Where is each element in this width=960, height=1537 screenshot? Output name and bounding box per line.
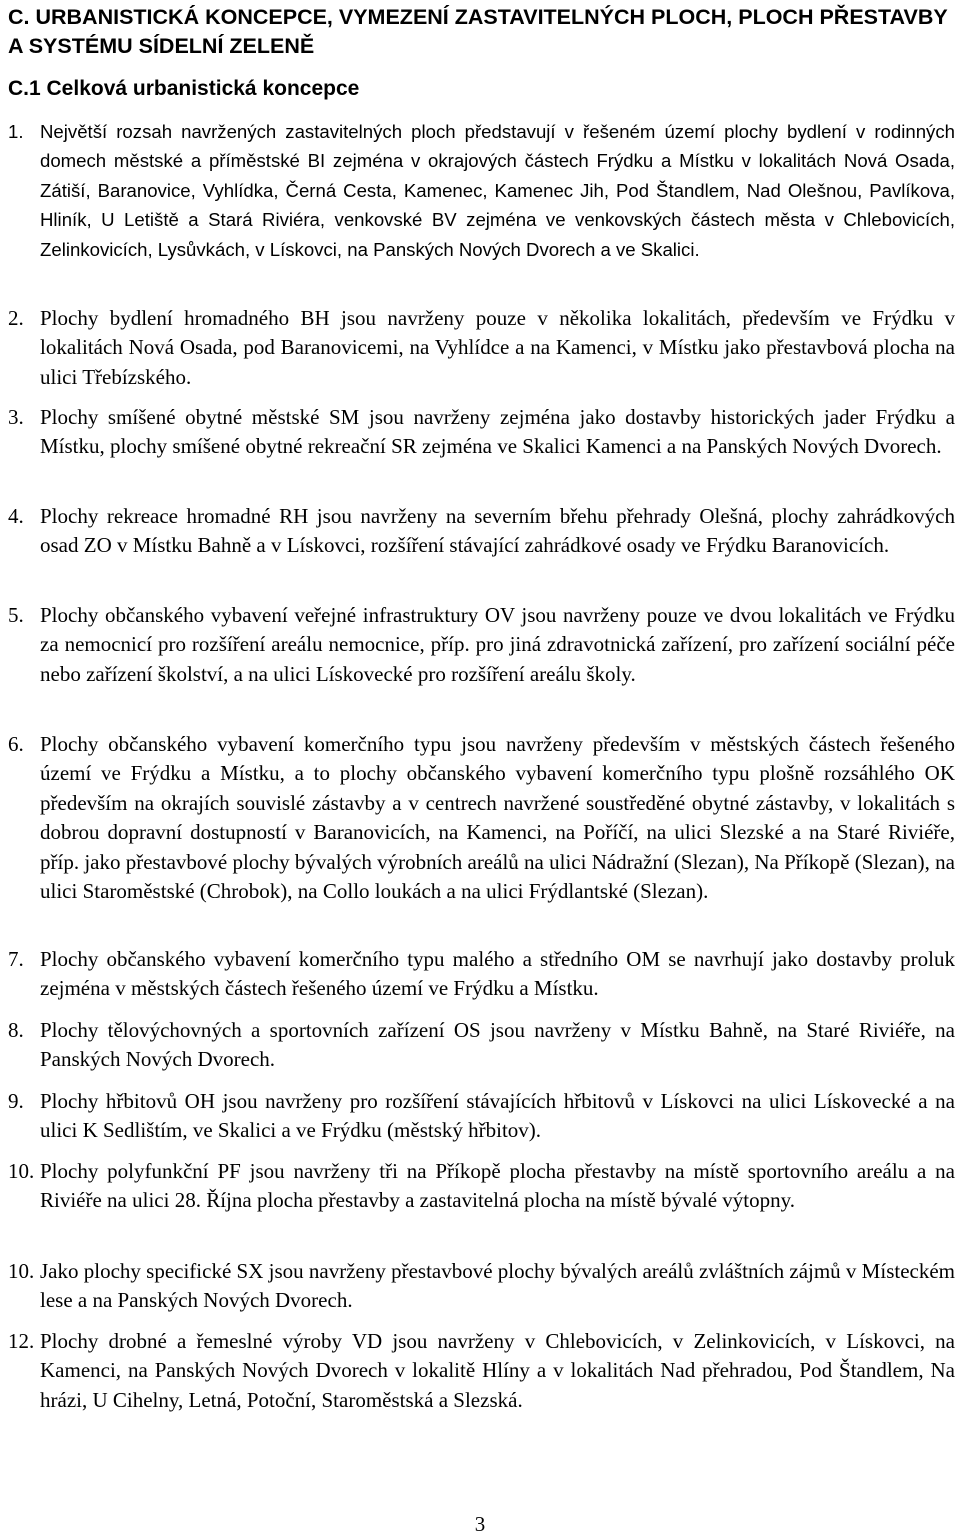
item-text: Plochy občanského vybavení komerčního typu malého a středního OM se navrhují jako dostavby proluk zejména v městských částech řešeného území ve Frýdku a Místku.	[40, 947, 955, 1001]
item-number: 6.	[8, 732, 24, 756]
item-number: 3.	[8, 405, 24, 429]
item-text: Plochy občanského vybavení veřejné infrastruktury OV jsou navrženy pouze ve dvou lokalitách ve Frýdku za nemocnicí pro rozšíření areálu nemocnice, příp. pro jiná zdravotnická zařízení, pro zařízení sociální péče nebo zařízení školství, a na ulici Lískovecké pro rozšíření areálu školy.	[40, 603, 955, 686]
item-text: Plochy občanského vybavení komerčního typu jsou navrženy především v městských částech řešeného území ve Frýdku a Místku, a to plochy občanského vybavení komerčního typu plošně rozsáhlého OK především na okrajích souvislé zástavby a v centrech navržené soustředěné obytné zástavby, v lokalitách s dobrou dopravní dostupností v Baranovicích, na Kamenci, na Poříčí, na ulici Slezské a na Staré Riviéře, příp. jako přestavbové plochy bývalých výrobních areálů na ulici Nádražní (Slezan), Na Příkopě (Slezan), na ulici Staroměstské (Chrobok), na Collo loukách a na ulici Frýdlantské (Slezan).	[40, 732, 955, 904]
item-text: Plochy hřbitovů OH jsou navrženy pro rozšíření stávajících hřbitovů v Lískovci na ulici Lískovecké a na ulici K Sedlištím, ve Skalici a ve Frýdku (městský hřbitov).	[40, 1089, 955, 1143]
list-item	[0, 1327, 960, 1415]
item-text: Plochy drobné a řemeslné výroby VD jsou navrženy v Chlebovicích, v Zelinkovicích, v Lískovci, na Kamenci, na Panských Nových Dvorech v lokalitě Hlíny a v lokalitách Nad přehradou, Pod Štandlem, Na hrázi, U Cihelny, Letná, Potoční, Staroměstská a Slezská.	[40, 1329, 955, 1412]
section-heading: C.1 Celková urbanistická koncepce	[8, 77, 360, 100]
item-text: Plochy rekreace hromadné RH jsou navrženy na severním břehu přehrady Olešná, plochy zahrádkových osad ZO v Místku Bahně a v Lískovci, rozšíření stávající zahrádkové osady ve Frýdku Baranovicích.	[40, 504, 955, 558]
list-item	[0, 1016, 960, 1075]
item-text: Jako plochy specifické SX jsou navrženy přestavbové plochy bývalých areálů zvláštních zájmů v Místeckém lese a na Panských Nových Dvorech.	[40, 1259, 955, 1313]
item-text: Největší rozsah navržených zastavitelných ploch představují v řešeném území plochy bydlení v rodinných domech městské a příměstské BI zejména v okrajových částech Frýdku a Místku v lokalitách Nová Osada, Zátiší, Baranovice, Vyhlídka, Černá Cesta, Kamenec, Kamenec Jih, Pod Štandlem, Nad Olešnou, Pavlíkova, Hliník, U Letiště a Stará Riviéra, venkovské BV zejména ve venkovských částech města v Chlebovicích, Zelinkovicích, Lysůvkách, v Lískovci, na Panských Nových Dvorech a ve Skalici.	[40, 121, 955, 260]
item-text: Plochy tělovýchovných a sportovních zařízení OS jsou navrženy v Místku Bahně, na Staré Riviéře, na Panských Nových Dvorech.	[40, 1018, 955, 1072]
item-number: 10.	[8, 1159, 35, 1183]
item-number: 2.	[8, 306, 24, 330]
item-text: Plochy bydlení hromadného BH jsou navrženy pouze v několika lokalitách, především ve Frýdku v lokalitách Nová Osada, pod Baranovicemi, na Vyhlídce a na Kamenci, v Místku jako přestavbová plocha na ulici Třebízského.	[40, 306, 955, 389]
list-item	[0, 1257, 960, 1316]
item-number: 10.	[8, 1259, 35, 1283]
item-text: Plochy polyfunkční PF jsou navrženy tři na Příkopě plocha přestavby na místě sportovního areálu a na Riviéře na ulici 28. Října plocha přestavby a zastavitelná plocha na místě bývalé výtopny.	[40, 1159, 955, 1213]
chapter-heading: C. URBANISTICKÁ KONCEPCE, VYMEZENÍ ZASTAVITELNÝCH PLOCH, PLOCH PŘESTAVBY A SYSTÉMU SÍDELNÍ ZELENĚ	[8, 5, 948, 58]
list-item	[0, 403, 960, 462]
list-item	[0, 1157, 960, 1216]
item-number: 8.	[8, 1018, 24, 1042]
list-item	[0, 945, 960, 1004]
item-number: 12.	[8, 1329, 35, 1353]
page-number: 3	[474, 1512, 486, 1536]
list-item	[0, 117, 960, 264]
list-item	[0, 502, 960, 561]
item-number: 5.	[8, 603, 24, 627]
item-text: Plochy smíšené obytné městské SM jsou navrženy zejména jako dostavby historických jader Frýdku a Místku, plochy smíšené obytné rekreační SR zejména ve Skalici Kamenci a na Panských Nových Dvorech.	[40, 405, 955, 459]
list-item	[0, 730, 960, 906]
list-item	[0, 304, 960, 392]
list-item	[0, 601, 960, 689]
item-number: 7.	[8, 947, 24, 971]
list-item	[0, 1087, 960, 1146]
item-number: 9.	[8, 1089, 24, 1113]
item-number: 4.	[8, 504, 24, 528]
item-number: 1.	[8, 121, 24, 142]
